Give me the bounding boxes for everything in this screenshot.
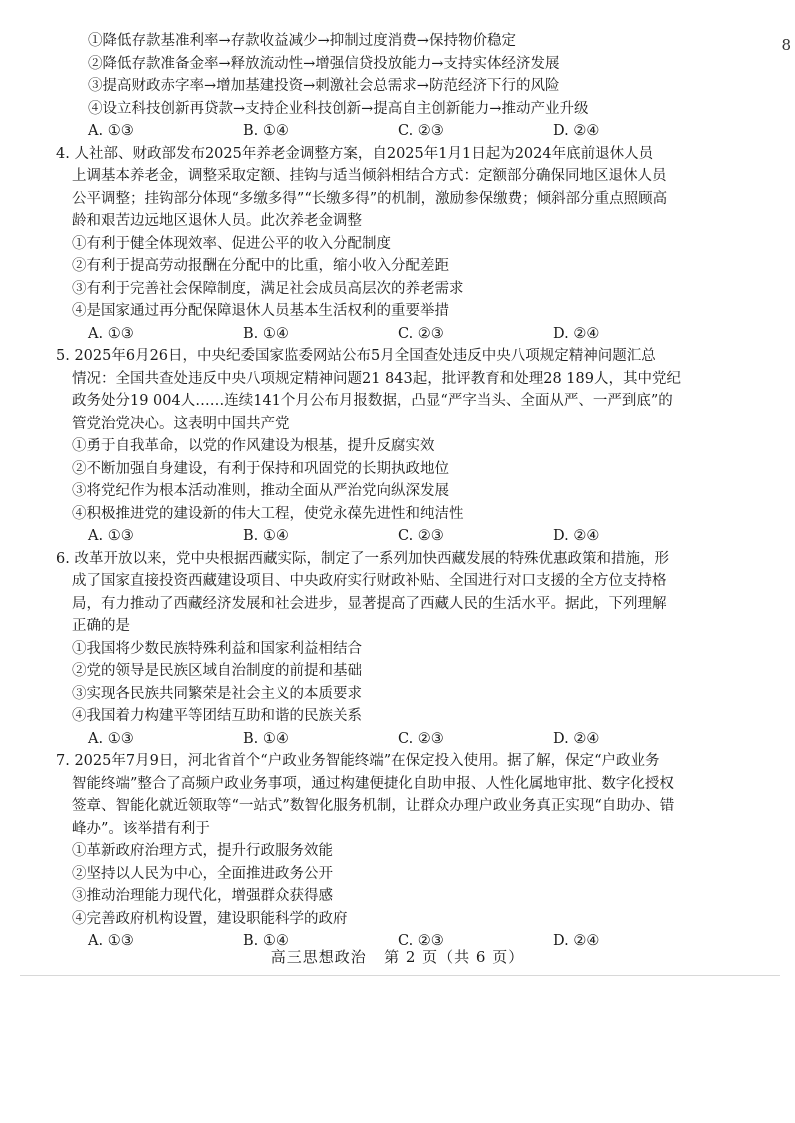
q5-option-2: ②不断加强自身建设，有利于保持和巩固党的长期执政地位 <box>72 460 449 477</box>
q4-stem-line-1: 4. 人社部、财政部发布2025年养老金调整方案，自2025年1月1日起为2024年底前退休人员 <box>56 145 654 162</box>
q6-stem-line-2: 成了国家直接投资西藏建设项目、中央政府实行财政补贴、全国进行对口支援的全方位支持格 <box>72 573 667 589</box>
q5-choice-a: A. ①③ <box>88 528 134 544</box>
q3-choice-b: B. ①④ <box>243 123 289 139</box>
q6-stem-line-4: 正确的是 <box>72 618 130 634</box>
edge-mark: 8 <box>781 36 791 54</box>
q5-choice-d: D. ②④ <box>553 528 600 544</box>
q4-option-3: ③有利于完善社会保障制度，满足社会成员高层次的养老需求 <box>72 280 464 297</box>
question-7 <box>56 750 743 953</box>
q3-option-1: ①降低存款基准利率→存款收益减少→抑制过度消费→保持物价稳定 <box>88 33 516 49</box>
q4-choices <box>72 323 743 346</box>
q7-choice-b: B. ①④ <box>243 933 289 949</box>
q6-choice-a: A. ①③ <box>88 730 134 747</box>
q5-option-4: ④积极推进党的建设新的伟大工程，使党永葆先进性和纯洁性 <box>72 505 464 522</box>
question-5 <box>56 345 743 548</box>
q3-option-4: ④设立科技创新再贷款→支持企业科技创新→提高自主创新能力→推动产业升级 <box>88 100 589 117</box>
q6-choice-c: C. ②③ <box>398 730 444 747</box>
q5-choices <box>72 525 743 548</box>
q7-stem-line-3: 签章、智能化就近领取等“一站式”数智化服务机制，让群众办理户政业务真正实现“自助办、错 <box>72 798 675 814</box>
q5-option-1: ①勇于自我革命，以党的作风建设为根基，提升反腐实效 <box>72 438 435 454</box>
q6-choice-b: B. ①④ <box>243 730 289 747</box>
q4-choice-d: D. ②④ <box>553 325 600 342</box>
q5-stem-line-4: 管党治党决心。这表明中国共产党 <box>72 415 290 432</box>
q5-option-3: ③将党纪作为根本活动准则，推动全面从严治党向纵深发展 <box>72 483 449 499</box>
q4-stem-line-3: 公平调整；挂钩部分体现“多缴多得”“长缴多得”的机制，激励参保缴费；倾斜部分重点照顾高 <box>72 190 668 207</box>
question-6 <box>56 548 743 751</box>
q3-choice-d: D. ②④ <box>553 123 600 139</box>
q5-stem-line-1: 5. 2025年6月26日，中央纪委国家监委网站公布5月全国查处违反中央八项规定精神问题汇总 <box>56 348 656 364</box>
q6-choice-d: D. ②④ <box>553 730 600 747</box>
q4-option-1: ①有利于健全体现效率、促进公平的收入分配制度 <box>72 235 391 252</box>
q7-stem-line-4: 峰办”。该举措有利于 <box>72 820 210 837</box>
q6-option-3: ③实现各民族共同繁荣是社会主义的本质要求 <box>72 685 362 702</box>
q4-stem-line-2: 上调基本养老金，调整采取定额、挂钩与适当倾斜相结合方式：定额部分确保同地区退休人员 <box>72 168 667 184</box>
q6-option-4: ④我国着力构建平等团结互助和谐的民族关系 <box>72 708 362 724</box>
question-4 <box>56 143 743 346</box>
q5-stem-line-2: 情况：全国共查处违反中央八项规定精神问题21 843起，批评教育和处理28 189人，其中党纪 <box>72 370 681 387</box>
q3-choices <box>72 120 743 143</box>
q7-option-1: ①革新政府治理方式，提升行政服务效能 <box>72 843 333 859</box>
q7-option-2: ②坚持以人民为中心，全面推进政务公开 <box>72 865 333 882</box>
q7-choice-d: D. ②④ <box>553 933 600 949</box>
q4-stem-line-4: 龄和艰苦边远地区退休人员。此次养老金调整 <box>72 213 362 229</box>
q3-option-2: ②降低存款准备金率→释放流动性→增强信贷投放能力→支持实体经济发展 <box>88 55 560 72</box>
q5-choice-b: B. ①④ <box>243 528 289 544</box>
page-footer: 高三思想政治 第 2 页（共 6 页） <box>270 948 525 966</box>
q4-option-2: ②有利于提高劳动报酬在分配中的比重，缩小收入分配差距 <box>72 258 449 274</box>
question-3 <box>72 30 743 143</box>
q4-choice-b: B. ①④ <box>243 325 289 342</box>
q7-option-4: ④完善政府机构设置，建设职能科学的政府 <box>72 910 348 927</box>
q6-stem-line-3: 局，有力推动了西藏经济发展和社会进步，显著提高了西藏人民的生活水平。据此，下列理解 <box>72 595 667 612</box>
q7-stem-line-2: 智能终端”整合了高频户政业务事项，通过构建便捷化自助申报、人性化属地审批、数字化授权 <box>72 775 674 792</box>
q7-option-3: ③推动治理能力现代化，增强群众获得感 <box>72 888 333 904</box>
q5-choice-c: C. ②③ <box>398 528 444 544</box>
q6-option-1: ①我国将少数民族特殊利益和国家利益相结合 <box>72 640 362 657</box>
q7-choice-c: C. ②③ <box>398 933 444 949</box>
q4-option-4: ④是国家通过再分配保障退休人员基本生活权利的重要举措 <box>72 303 449 319</box>
q6-stem-line-1: 6. 改革开放以来，党中央根据西藏实际，制定了一系列加快西藏发展的特殊优惠政策和措施，形 <box>56 550 669 567</box>
q7-stem-line-1: 7. 2025年7月9日，河北省首个“户政业务智能终端”在保定投入使用。据了解，保定“户政业务 <box>56 753 660 769</box>
footer-divider <box>20 975 780 976</box>
q4-choice-a: A. ①③ <box>88 325 134 342</box>
q4-choice-c: C. ②③ <box>398 325 444 342</box>
q5-stem-line-3: 政务处分19 004人……连续141个月公布月报数据，凸显“严字当头、全面从严、一严到底”的 <box>72 393 673 409</box>
q7-choice-a: A. ①③ <box>88 933 134 949</box>
q6-option-2: ②党的领导是民族区域自治制度的前提和基础 <box>72 663 362 679</box>
q6-choices <box>72 728 743 751</box>
q3-option-3: ③提高财政赤字率→增加基建投资→刺激社会总需求→防范经济下行的风险 <box>88 78 560 94</box>
q3-choice-a: A. ①③ <box>88 123 134 139</box>
q3-choice-c: C. ②③ <box>398 123 444 139</box>
